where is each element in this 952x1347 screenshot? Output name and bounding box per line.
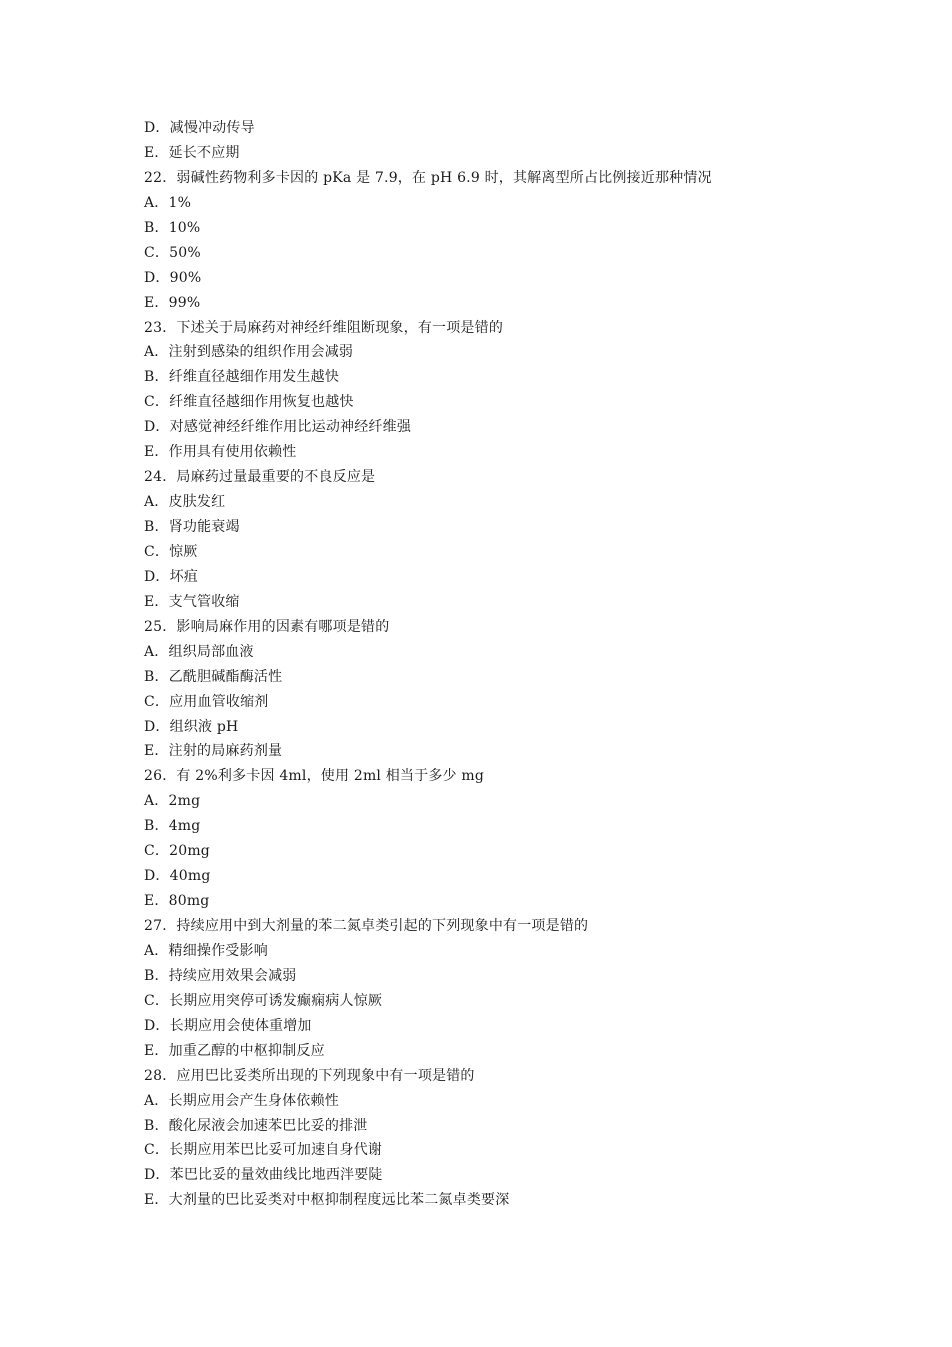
option-line: B．4mg — [144, 818, 201, 835]
option-line: E．延长不应期 — [144, 144, 240, 161]
option-line: B．肾功能衰竭 — [144, 519, 240, 535]
option-line: E．支气管收缩 — [144, 593, 240, 610]
option-line: B．乙酰胆碱酯酶活性 — [144, 668, 283, 685]
option-line: E．80mg — [144, 893, 210, 910]
option-line: E．99% — [144, 294, 201, 311]
option-line: E．注射的局麻药剂量 — [144, 743, 283, 760]
option-line: C．长期应用苯巴比妥可加速自身代谢 — [144, 1142, 383, 1159]
option-line: A．1% — [144, 194, 192, 211]
question-stem: 25．影响局麻作用的因素有哪项是错的 — [144, 618, 390, 635]
option-line: C．长期应用突停可诱发癫痫病人惊厥 — [144, 992, 383, 1009]
question-stem: 27．持续应用中到大剂量的苯二氮卓类引起的下列现象中有一项是错的 — [144, 918, 589, 934]
option-line: D．90% — [144, 269, 202, 286]
option-line: C．应用血管收缩剂 — [144, 693, 269, 710]
option-line: D．苯巴比妥的量效曲线比地西泮要陡 — [144, 1167, 383, 1184]
question-stem: 22．弱碱性药物利多卡因的 pKa 是 7.9，在 pH 6.9 时，其解离型所占比例接近那种情况 — [144, 169, 712, 186]
option-line: D．40mg — [144, 868, 211, 885]
option-line: D．长期应用会使体重增加 — [144, 1017, 312, 1034]
option-line: B．10% — [144, 219, 201, 236]
option-line: A．精细操作受影响 — [144, 942, 268, 959]
option-line: B．持续应用效果会减弱 — [144, 967, 297, 984]
option-line: E．加重乙醇的中枢抑制反应 — [144, 1042, 325, 1059]
option-line: C．50% — [144, 244, 201, 261]
option-line: B．酸化尿液会加速苯巴比妥的排泄 — [144, 1117, 368, 1134]
option-line: D．对感觉神经纤维作用比运动神经纤维强 — [144, 419, 412, 436]
option-line: D．坏疽 — [144, 568, 199, 585]
question-stem: 28．应用巴比妥类所出现的下列现象中有一项是错的 — [144, 1067, 475, 1084]
option-line: E．大剂量的巴比妥类对中枢抑制程度远比苯二氮卓类要深 — [144, 1192, 510, 1209]
option-line: E．作用具有使用依赖性 — [144, 444, 297, 461]
option-line: C．20mg — [144, 843, 210, 860]
option-line: A．注射到感染的组织作用会减弱 — [144, 344, 354, 361]
question-stem: 23．下述关于局麻药对神经纤维阻断现象，有一项是错的 — [144, 319, 504, 336]
question-stem: 26．有 2%利多卡因 4ml，使用 2ml 相当于多少 mg — [144, 768, 485, 785]
option-line: A．长期应用会产生身体依赖性 — [144, 1092, 339, 1109]
option-line: A．皮肤发红 — [144, 494, 226, 511]
option-line: D．组织液 pH — [144, 718, 239, 735]
question-stem: 24．局麻药过量最重要的不良反应是 — [144, 469, 376, 486]
option-line: A．2mg — [144, 793, 201, 810]
option-line: D．减慢冲动传导 — [144, 120, 255, 136]
option-line: C．纤维直径越细作用恢复也越快 — [144, 394, 354, 411]
option-line: C．惊厥 — [144, 543, 198, 560]
option-line: B．纤维直径越细作用发生越快 — [144, 369, 340, 386]
option-line: A．组织局部血液 — [144, 643, 254, 660]
question-text-block — [144, 116, 844, 1213]
